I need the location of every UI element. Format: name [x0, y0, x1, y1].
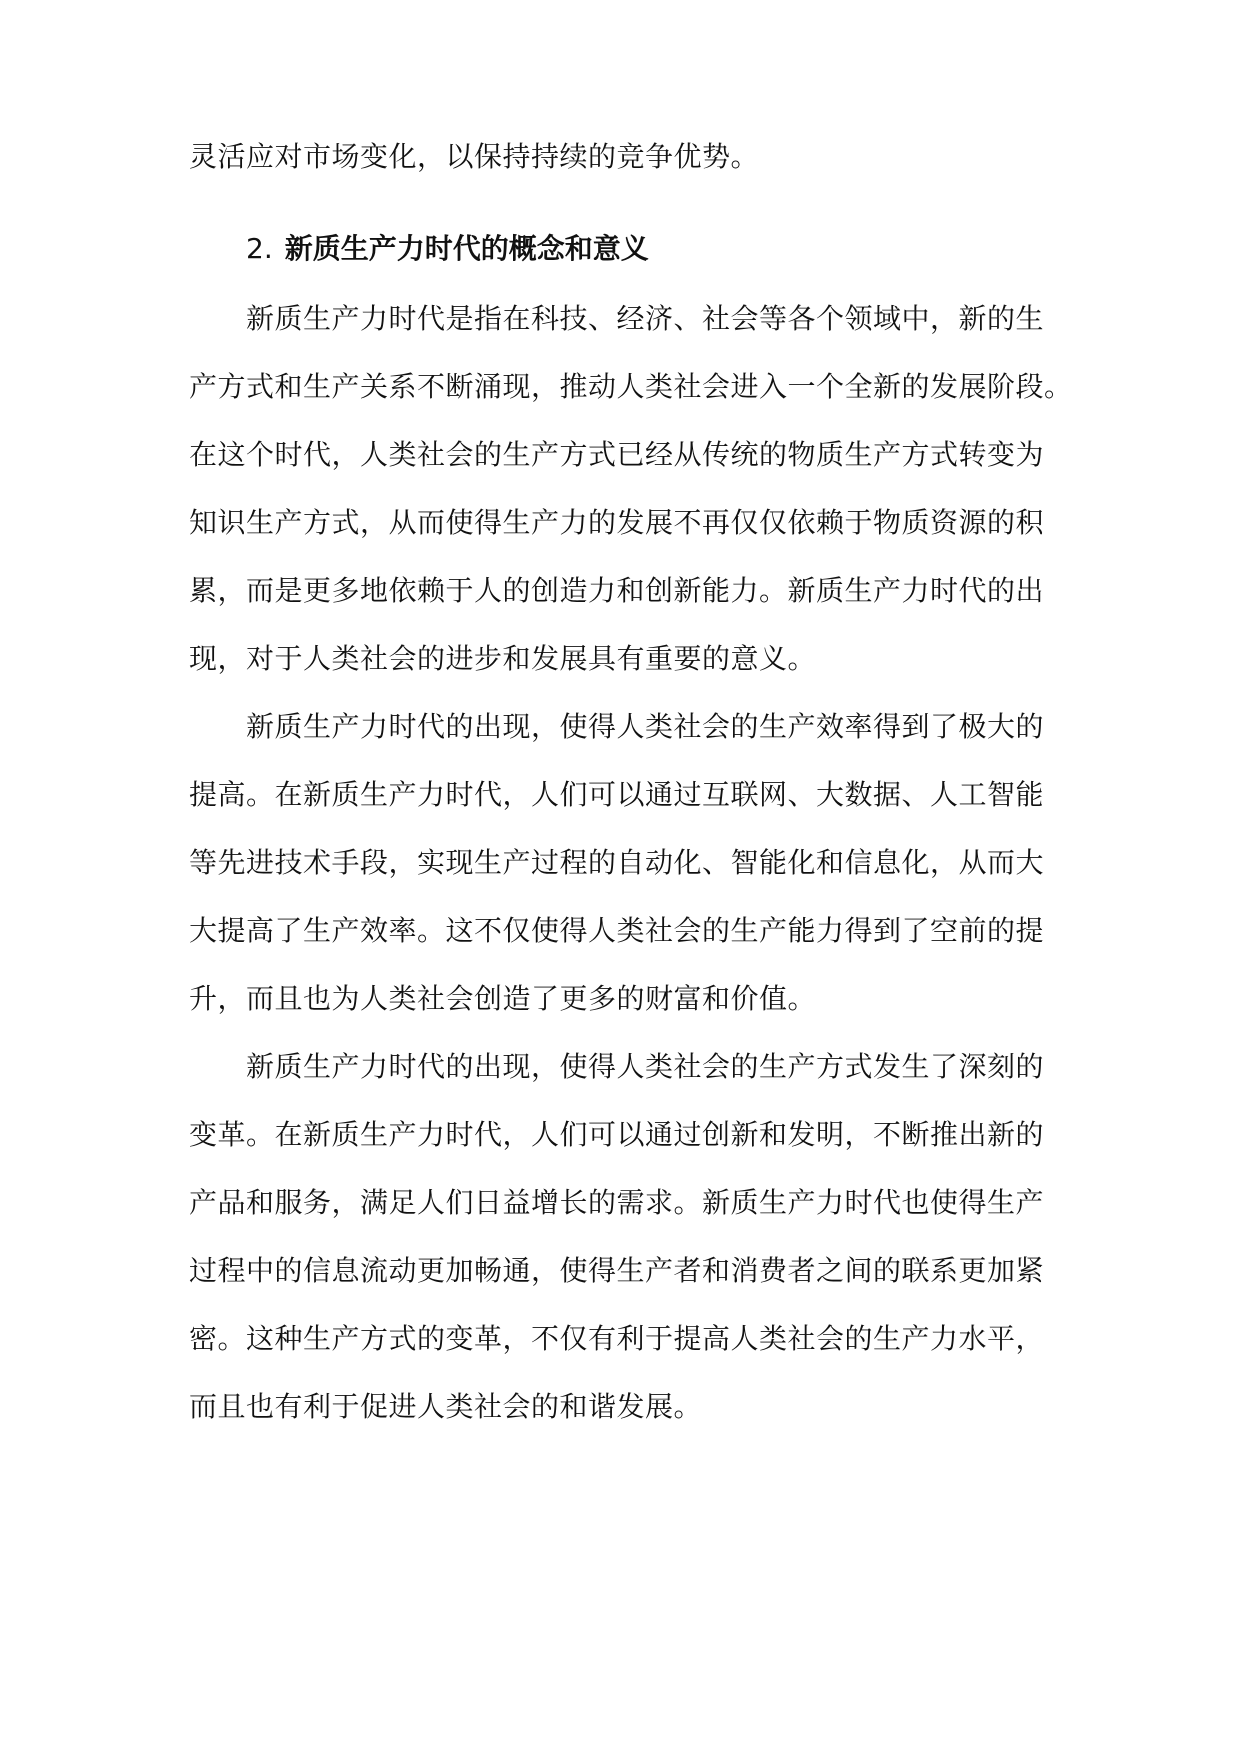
paragraph-1-line-3: 在这个时代，人类社会的生产方式已经从传统的物质生产方式转变为: [189, 438, 1045, 471]
section-number: 2.: [246, 232, 273, 265]
paragraph-3-line-1: 新质生产力时代的出现，使得人类社会的生产方式发生了深刻的: [246, 1050, 1045, 1083]
paragraph-2-line-3: 等先进技术手段，实现生产过程的自动化、智能化和信息化，从而大: [189, 846, 1045, 879]
paragraph-1-line-2: 产方式和生产关系不断涌现，推动人类社会进入一个全新的发展阶段。: [189, 370, 1073, 403]
paragraph-3-line-3: 产品和服务，满足人们日益增长的需求。新质生产力时代也使得生产: [189, 1186, 1045, 1219]
paragraph-1-line-5: 累，而是更多地依赖于人的创造力和创新能力。新质生产力时代的出: [189, 574, 1045, 607]
section-heading: [246, 229, 649, 269]
paragraph-3-line-5: 密。这种生产方式的变革，不仅有利于提高人类社会的生产力水平，: [189, 1322, 1045, 1355]
paragraph-1-line-6: 现，对于人类社会的进步和发展具有重要的意义。: [189, 642, 817, 675]
paragraph-3-line-4: 过程中的信息流动更加畅通，使得生产者和消费者之间的联系更加紧: [189, 1254, 1045, 1287]
paragraph-2-line-1: 新质生产力时代的出现，使得人类社会的生产效率得到了极大的: [246, 710, 1045, 743]
paragraph-1-line-4: 知识生产方式，从而使得生产力的发展不再仅仅依赖于物质资源的积: [189, 506, 1045, 539]
paragraph-1-line-1: 新质生产力时代是指在科技、经济、社会等各个领域中，新的生: [246, 302, 1045, 335]
paragraph-3-line-2: 变革。在新质生产力时代，人们可以通过创新和发明，不断推出新的: [189, 1118, 1045, 1151]
section-title: 新质生产力时代的概念和意义: [284, 232, 649, 265]
paragraph-2-line-2: 提高。在新质生产力时代，人们可以通过互联网、大数据、人工智能: [189, 778, 1045, 811]
paragraph-2-line-5: 升，而且也为人类社会创造了更多的财富和价值。: [189, 982, 817, 1015]
paragraph-3-line-6: 而且也有利于促进人类社会的和谐发展。: [189, 1390, 703, 1423]
paragraph-continuation-line: 灵活应对市场变化，以保持持续的竞争优势。: [189, 140, 760, 173]
paragraph-2-line-4: 大提高了生产效率。这不仅使得人类社会的生产能力得到了空前的提: [189, 914, 1045, 947]
